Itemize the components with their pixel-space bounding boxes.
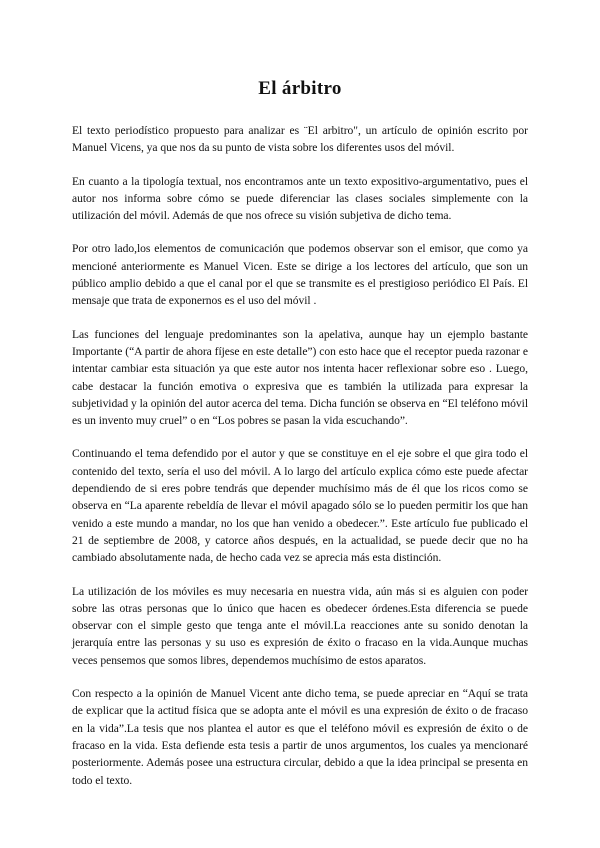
paragraph-text-typology: En cuanto a la tipología textual, nos encontramos ante un texto expositivo-argumentativo, pues el autor nos informa sobre cómo se puede diferenciar las clases sociales simplemente con la utilización del móvil. Además de que nos ofrece su visión subjetiva de dicho tema. bbox=[72, 174, 528, 223]
paragraph-author-opinion: Con respecto a la opinión de Manuel Vicent ante dicho tema, se puede apreciar en “Aquí se trata de explicar que la actitud física que se adopta ante el móvil es una expresión de éxito o de fracaso en la vida”.La tesis que nos plantea el autor es que el teléfono móvil es expresión de éxito o de fracaso en la vida. Esta defiende esta tesis a partir de unos argumentos, los cuales ya mencionaré posteriormente. Además posee una estructura circular, debido a que la idea principal se presenta en todo el texto. bbox=[72, 687, 528, 787]
paragraph-mobile-usage: La utilización de los móviles es muy necesaria en nuestra vida, aún más si es alguien con poder sobre las otras personas que lo único que hacen es obedecer órdenes.Esta diferencia se puede observar con el simple gesto que tenga ante el móvil.La reacciones ante su sonido denotan la jerarquía entre las personas y su uso es expresión de éxito o fracaso en la vida.Aunque muchas veces pensemos que somos libres, dependemos muchísimo de estos aparatos. bbox=[72, 584, 528, 667]
document-page bbox=[72, 78, 528, 805]
paragraph-introduction: El texto periodístico propuesto para analizar es ¨El arbitro", un artículo de opinión escrito por Manuel Vicens, ya que nos da su punto de vista sobre los diferentes usos del móvil. bbox=[72, 124, 528, 155]
document-title: El árbitro bbox=[258, 78, 342, 99]
paragraph-communication-elements: Por otro lado,los elementos de comunicación que podemos observar son el emisor, que como ya mencioné anteriormente es Manuel Vicen. Este se dirige a los lectores del artículo, que son un público amplio debido a que el canal por el que se transmite es el prestigioso periódico El País. El mensaje que trata de exponernos es el uso del móvil . bbox=[72, 242, 528, 308]
paragraph-main-topic: Continuando el tema defendido por el autor y que se constituye en el eje sobre el que gira todo el contenido del texto, sería el uso del móvil. A lo largo del artículo explica cómo este puede afectar dependiendo de si eres pobre tendrás que depender muchísimo más de él que los ricos como se observa en “La aparente rebeldía de llevar el móvil apagado sólo se lo pueden permitir los que han venido a este mundo a mandar, no los que han venido a obedecer.”. Este artículo fue publicado el 21 de septiembre de 2008, y catorce años después, en la actualidad, se puede decir que no ha cambiado absolutamente nada, de hecho cada vez se aprecia más esta distinción. bbox=[72, 447, 528, 565]
paragraph-language-functions: Las funciones del lenguaje predominantes son la apelativa, aunque hay un ejemplo bastante Importante (“A partir de ahora fíjese en este detalle”) con esto hace que el receptor pueda razonar e intentar cambiar esta situación ya que este autor nos intenta hacer reflexionar sobre eso . Luego, cabe destacar la función emotiva o expresiva que es también la utilizada para expresar la subjetividad y la opinión del autor acerca del tema. Dicha función se observa en “El teléfono móvil es un invento muy cruel” o en “Los pobres se pasan la vida escuchando”. bbox=[72, 327, 528, 428]
